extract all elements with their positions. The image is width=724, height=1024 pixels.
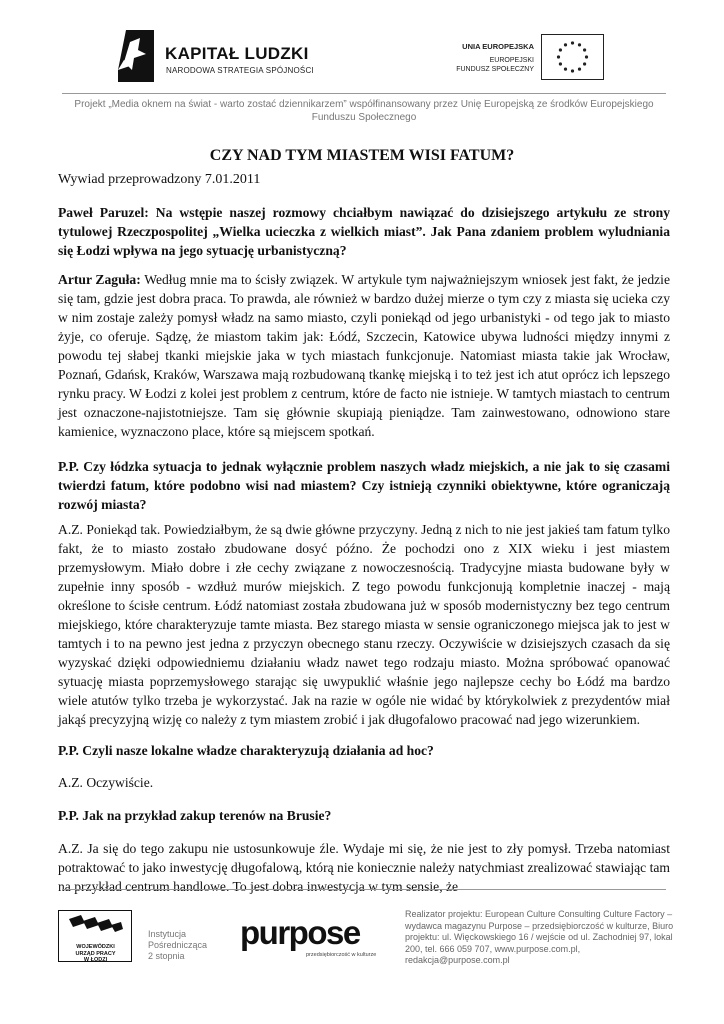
intermediate-institution-label: [148, 929, 207, 962]
question-3: P.P. Czyli nasze lokalne władze charakteryzują działania ad hoc?: [58, 743, 434, 758]
kapital-ludzki-title: KAPITAŁ LUDZKI: [165, 44, 309, 63]
answer-2: A.Z. Poniekąd tak. Powiedziałbym, że są dwie główne przyczyny. Jedną z nich to nie jest jakieś tam fatum tylko fakt, że to miasto zostało zbudowane dosyć późno. Że pochodzi ono z XIX wieku i jest miastem przemysłowym. Miało dobre i złe cechy związane z nowoczesnością. Tradycyjne miasta budowane były w zupełnie inny sposób - wzdłuż murów miejskich. Z tego powodu funkcjonują kompletnie inaczej - mają określone to ścisłe centrum. Łódź natomiast została zbudowana już w sposób modernistyczny bez tego centrum miejskiego, które charakteryzuje tamte miasta. Bez starego miasta w sensie ograniczonego miejsca jak to jest w tamtych i to na pewno jest jedna z przyczyn obecnego stanu rzeczy. Oczywiście w dzisiejszych czasach da się wyzyskać dzięki odpowiedniemu działaniu władz nawet tego rodzaju miasto. Można spróbować opanować sytuację miasta poprzemysłowego starając się uwypuklić właśnie jego najlepsze cechy bo Łódź ma bardzo wiele atutów tylko trzeba je wykorzystać. Jak na razie w ogóle nie widać by którykolwiek z prezydentów miał jakąś precyzyjną wizję co należy z tym miastem zrobić i jak długofalowo pracować nad jego wizerunkiem.: [58, 522, 670, 727]
interview-date: Wywiad przeprowadzony 7.01.2011: [58, 172, 261, 187]
eu-label-line1: UNIA EUROPEJSKA: [462, 42, 534, 51]
eu-label-line3: FUNDUSZ SPOŁECZNY: [456, 66, 534, 73]
wup-label-line1: WOJEWÓDZKI: [76, 944, 115, 950]
wup-label-line2: URZĄD PRACY: [75, 950, 116, 957]
answer-1-text: Według mnie ma to ścisły związek. W artykule tym najważniejszym wniosek jest fakt, że jedzie się tam, gdzie jest dobra praca. To prawda, ale również w bardzo dużej mierze o tym czy z miasta się ucieka czy w nim zostaje zależy pomysł władz na samo miasto, czyli poniekąd od jego urbanistyki - od tego jak to miasto żyje, co oferuje. Sądzę, że miastom takim jak: Łódź, Szczecin, Katowice ubywa ludności między innymi z powodu tej słabej tkanki miejskie jaka w tych miastach funkcjonuje. Natomiast miasta takie jak Wrocław, Poznań, Gdańsk, Kraków, Warszawa mają rozbudowaną tkankę miejską i to też jest ich atut oprócz ich lepszego rynku pracy. W Łodzi z kolei jest problem z centrum, które de facto nie istnieje. W tamtych miastach to centrum jest oznaczone-najistotniejsze. Tam się głównie skupiają pieniądze. Tam zainwestowano, odnowiono stare kamienice, wyznaczono place, które są miejscem spotkań.: [58, 272, 670, 439]
answer-3: A.Z. Oczywiście.: [58, 775, 154, 790]
question-2: P.P. Czy łódzka sytuacja to jednak wyłącznie problem naszych władz miejskich, a nie jak to się czasami twierdzi fatum, które podobno wisi nad miastem? Czy istnieją czynniki obiektywne, które ograniczają rozwój miasta?: [58, 459, 670, 512]
wup-label-line3: W ŁODZI: [83, 957, 108, 963]
inst-line1: Instytucja: [148, 929, 187, 939]
answer-4: A.Z. Ja się do tego zakupu nie ustosunkowuje źle. Wydaje mi się, że nie jest to zły pomysł. Trzeba natomiast potraktować to jako inwestycję długofalową, którą nie koniecznie należy natychmiast zrealizować stawiając tam na przykład centrum handlowe. To jest dobra inwestycja w tym sensie, że: [58, 841, 670, 894]
inst-line3: 2 stopnia: [148, 951, 185, 961]
project-funding-note: Projekt „Media oknem na świat - warto zostać dziennikarzem” współfinansowany przez Unię Europejską ze środków Europejskiego Funduszu Społecznego: [74, 99, 654, 123]
document-title: CZY NAD TYM MIASTEM WISI FATUM?: [209, 147, 515, 164]
question-4: P.P. Jak na przykład zakup terenów na Brusie?: [58, 808, 332, 823]
eu-flag-icon: [541, 34, 604, 80]
footer-divider: [62, 889, 666, 890]
answer-1: [58, 270, 670, 441]
answer-1-speaker: Artur Zaguła:: [58, 272, 141, 287]
header-divider: [62, 93, 666, 94]
inst-line2: Pośrednicząca: [148, 940, 208, 950]
kapital-ludzki-logo-icon: [118, 30, 154, 82]
purpose-logo: purpose: [240, 914, 360, 951]
project-contractor-info: Realizator projektu: European Culture Consulting Culture Factory – wydawca magazynu Purpose – przedsiębiorczość w kulturze, Biuro projektu: ul. Więckowskiego 16 / wejście od ul. Zachodniej 97, lokal 200, tel. 666 059 707, www.purpose.com.pl, redakcja@purpose.com.pl: [405, 909, 674, 965]
kapital-ludzki-subtitle: NARODOWA STRATEGIA SPÓJNOŚCI: [166, 66, 314, 75]
purpose-tagline: przedsiębiorczość w kulturze: [306, 952, 377, 958]
eu-label: [436, 42, 534, 74]
question-1: Paweł Paruzel: Na wstępie naszej rozmowy chciałbym nawiązać do dzisiejszego artykułu ze strony tytulowej Rzeczpospolitej „Wielka ucieczka z wielkich miast”. Jak Pana zdaniem problem wyludniania się Łodzi wpływa na jego sytuację urbanistyczną?: [58, 205, 670, 258]
eu-label-line2: EUROPEJSKI: [489, 57, 534, 64]
wup-label: [58, 944, 133, 964]
